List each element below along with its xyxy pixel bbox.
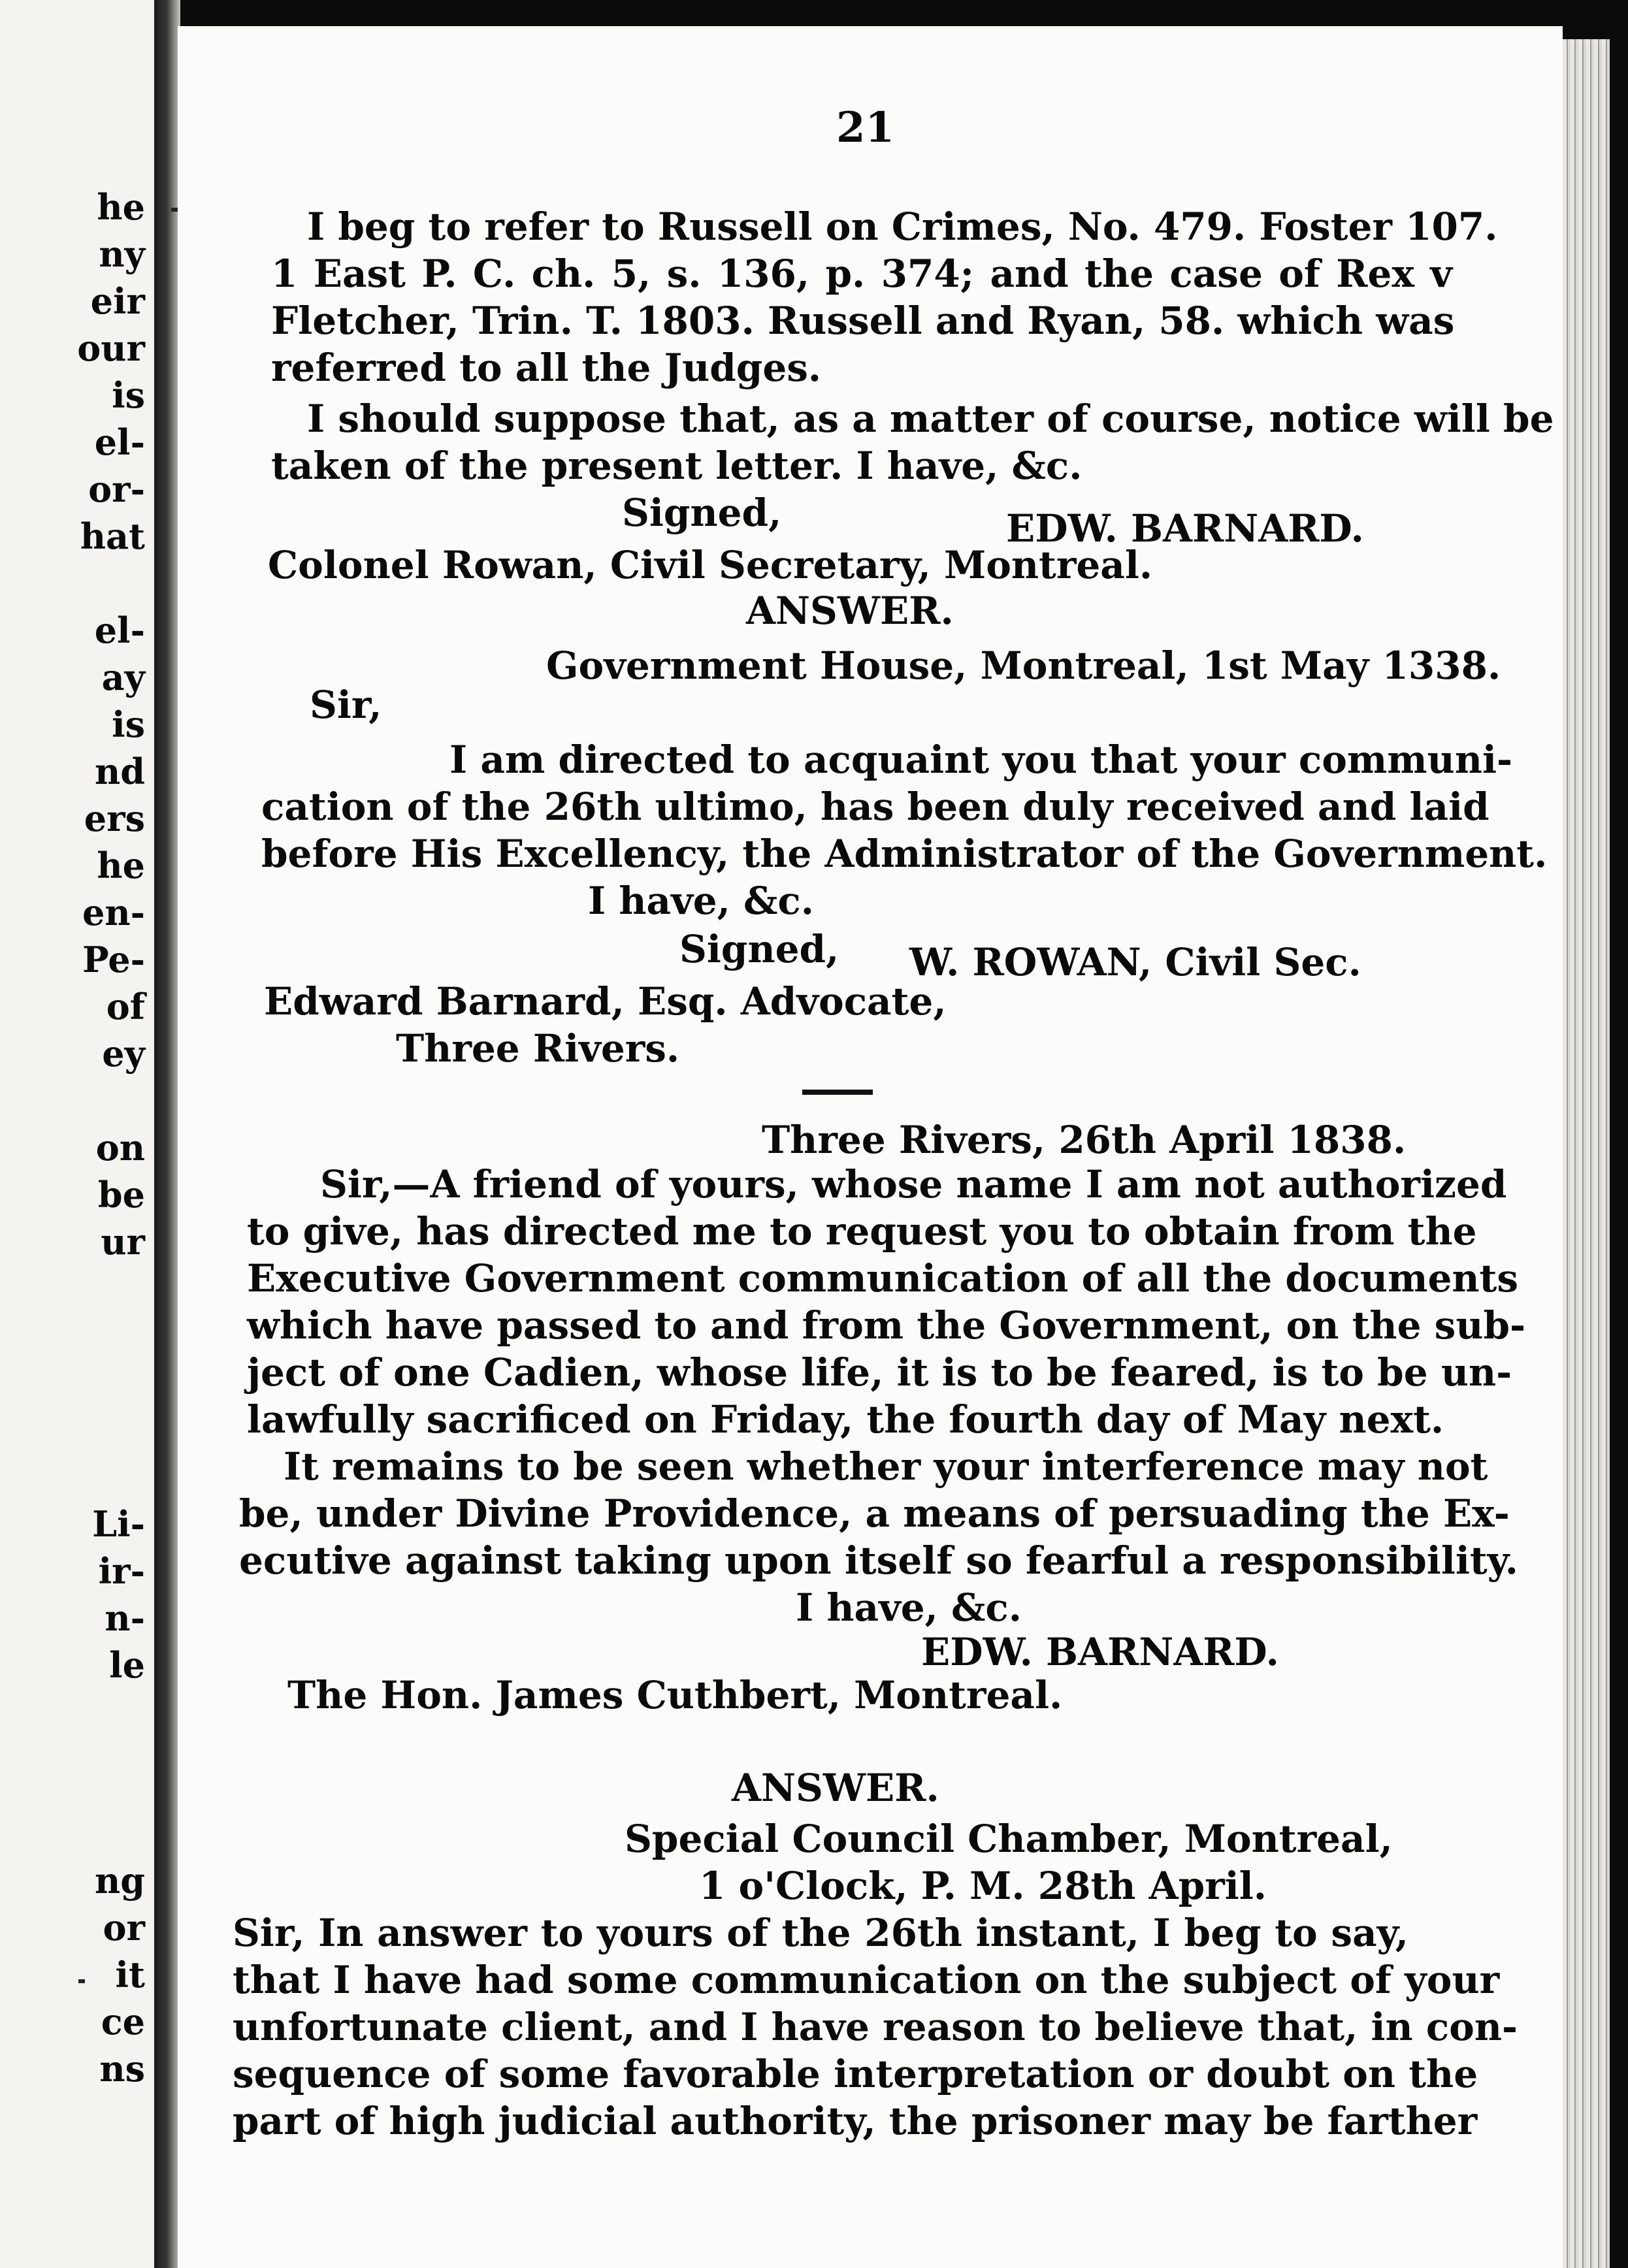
text-line: ject of one Cadien, whose life, it is to be feared, is to be un-	[247, 1350, 1512, 1395]
left-page-fragment: our	[77, 327, 145, 369]
left-page-fragment: or	[103, 1907, 145, 1949]
left-page-fragment: he	[97, 845, 145, 886]
dateline: Government House, Montreal, 1st May 1338.	[546, 643, 1501, 688]
text-line: taken of the present letter. I have, &c.	[271, 444, 1083, 488]
left-page-fragment: it	[115, 1954, 145, 1996]
addressee: Edward Barnard, Esq. Advocate,	[264, 979, 947, 1024]
left-page-fragment: Li-	[92, 1503, 145, 1545]
closing: I have, &c.	[796, 1585, 1022, 1630]
left-page-fragment: Pe-	[82, 939, 145, 980]
signature: W. ROWAN, Civil Sec.	[909, 940, 1361, 984]
left-page-fragment: ir-	[98, 1550, 145, 1592]
text-line: 1 East P. C. ch. 5, s. 136, p. 374; and the case of Rex v	[271, 251, 1452, 296]
left-page-fragment: hat	[80, 515, 145, 557]
signature: EDW. BARNARD.	[921, 1630, 1279, 1674]
left-page-fragment: or-	[88, 468, 145, 510]
text-line: sequence of some favorable interpretation or doubt on the	[233, 2052, 1478, 2096]
left-page-fragment: is	[112, 374, 145, 416]
text-line: be, under Divine Providence, a means of persuading the Ex-	[239, 1491, 1510, 1536]
page-edges	[1563, 39, 1610, 2268]
print-speck	[171, 208, 178, 212]
page-number: 21	[836, 103, 895, 152]
left-page-fragment: ay	[101, 656, 145, 698]
left-page-fragment: ns	[99, 2048, 145, 2090]
left-page-fragment: le	[109, 1644, 145, 1686]
left-page-fragment: is	[112, 704, 145, 745]
section-heading: ANSWER.	[746, 589, 954, 633]
text-line: Sir, In answer to yours of the 26th instant, I beg to say,	[233, 1911, 1408, 1955]
salutation: Sir,	[310, 683, 382, 727]
signed-label: Signed,	[679, 927, 839, 971]
left-page-fragment: en-	[82, 892, 145, 933]
page-edges-shadow	[1610, 0, 1628, 2268]
left-page-fragment: ers	[84, 798, 145, 839]
left-page-fragment: of	[106, 986, 145, 1028]
dateline: 1 o'Clock, P. M. 28th April.	[699, 1864, 1267, 1908]
addressee: Colonel Rowan, Civil Secretary, Montreal.	[268, 543, 1153, 587]
print-speck	[78, 1979, 85, 1983]
text-line: referred to all the Judges.	[271, 346, 822, 390]
left-page-fragment: el-	[94, 421, 145, 463]
signed-label: Signed,	[622, 491, 782, 535]
text-line: Executive Government communication of all the documents	[247, 1256, 1518, 1301]
left-page-fragment: el-	[94, 609, 145, 651]
addressee: Three Rivers.	[396, 1026, 680, 1071]
left-page-fragment: ce	[101, 2001, 145, 2043]
left-page-fragment: ng	[94, 1860, 145, 1902]
text-line: lawfully sacrificed on Friday, the fourth day of May next.	[247, 1397, 1444, 1442]
left-page-fragment: he	[97, 186, 145, 228]
left-page-fragment: on	[95, 1127, 145, 1169]
text-line: that I have had some communication on the subject of your	[233, 1958, 1500, 2002]
left-page-fragment: ey	[102, 1033, 145, 1075]
text-line: before His Excellency, the Administrator of the Government.	[261, 832, 1548, 876]
text-line: Fletcher, Trin. T. 1803. Russell and Ryan, 58. which was	[271, 299, 1455, 343]
dateline: Special Council Chamber, Montreal,	[625, 1817, 1393, 1861]
left-page-fragment: be	[97, 1174, 145, 1216]
section-heading: ANSWER.	[732, 1766, 939, 1810]
text-line: I am directed to acquaint you that your communi-	[449, 737, 1513, 782]
text-line: Sir,—A friend of yours, whose name I am not authorized	[320, 1162, 1507, 1207]
left-page-fragment: n-	[105, 1597, 145, 1639]
text-line: It remains to be seen whether your interference may not	[284, 1444, 1488, 1489]
closing: I have, &c.	[588, 879, 814, 923]
text-line: I should suppose that, as a matter of course, notice will be	[307, 397, 1554, 441]
left-page-fragment: nd	[94, 751, 145, 792]
addressee: The Hon. James Cuthbert, Montreal.	[287, 1673, 1063, 1717]
text-line: cation of the 26th ultimo, has been duly received and laid	[261, 785, 1490, 829]
signature: EDW. BARNARD.	[1006, 506, 1364, 551]
book-gutter	[154, 0, 180, 2268]
left-page-fragment: ur	[101, 1221, 145, 1263]
text-line: which have passed to and from the Government, on the sub-	[247, 1303, 1526, 1348]
text-line: unfortunate client, and I have reason to believe that, in con-	[233, 2005, 1518, 2049]
left-page-fragment: eir	[90, 280, 145, 322]
section-divider	[802, 1090, 873, 1095]
dateline: Three Rivers, 26th April 1838.	[762, 1118, 1407, 1162]
text-line: part of high judicial authority, the prisoner may be farther	[233, 2099, 1478, 2143]
text-line: to give, has directed me to request you to obtain from the	[247, 1209, 1477, 1254]
left-facing-page	[0, 0, 154, 2268]
text-line: ecutive against taking upon itself so fearful a responsibility.	[239, 1538, 1518, 1583]
left-page-fragment: ny	[99, 233, 145, 275]
text-line: I beg to refer to Russell on Crimes, No. 479. Foster 107.	[307, 204, 1498, 249]
